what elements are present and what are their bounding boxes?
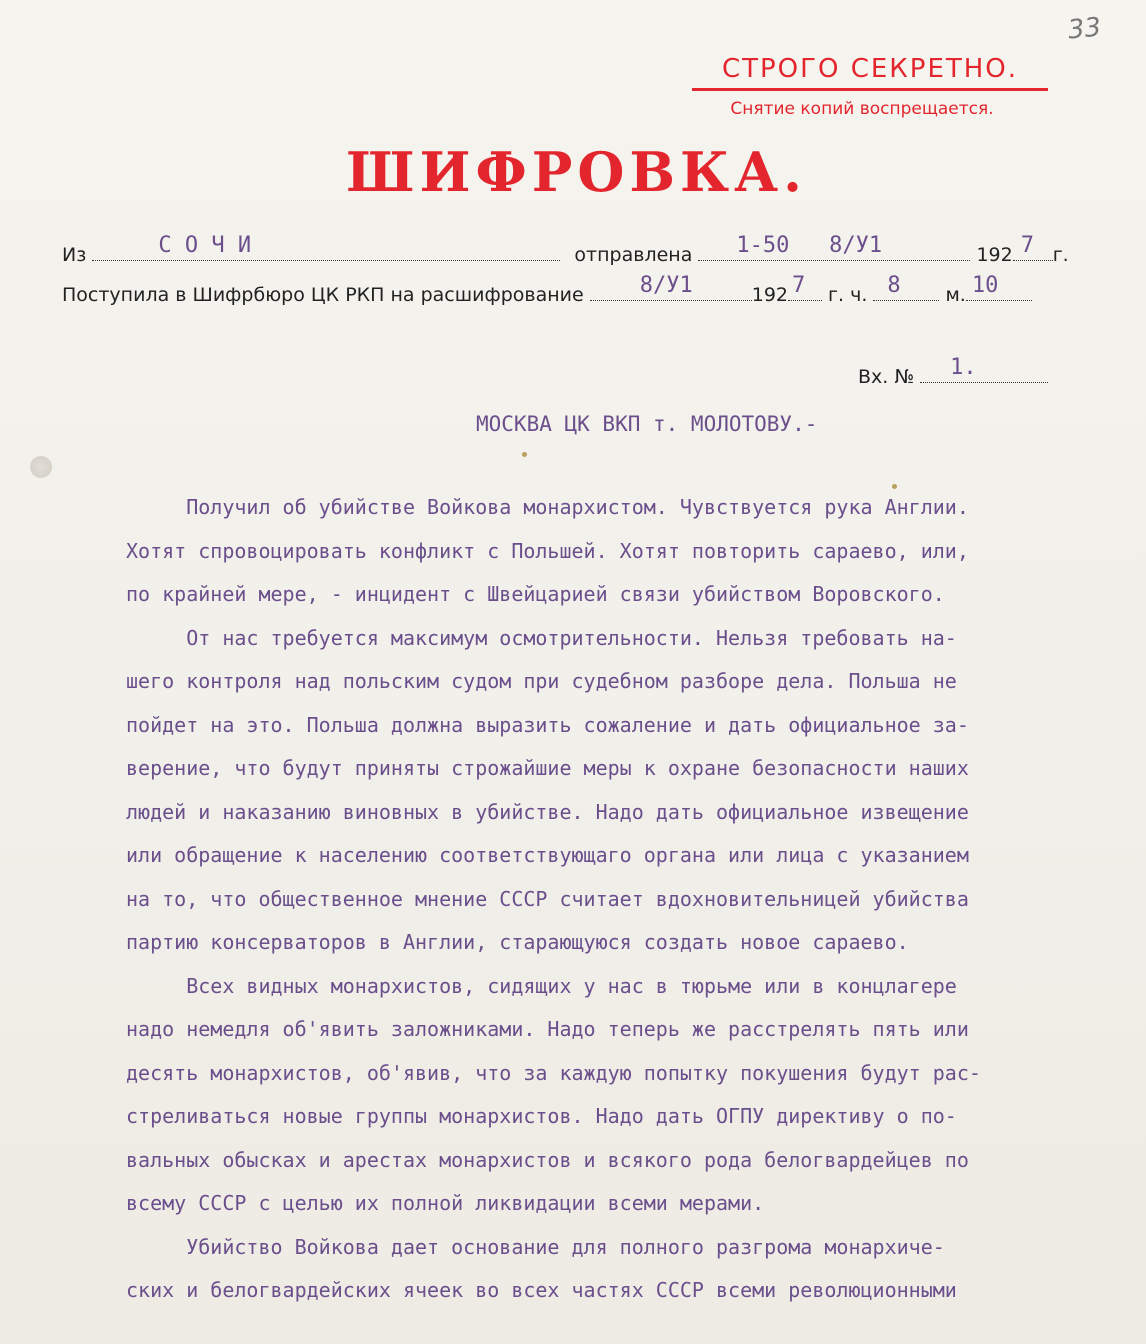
received-label: Поступила в Шифрбюро ЦК РКП на расшифрование (62, 284, 584, 306)
form-from-line (62, 233, 1069, 266)
body-line: ских и белогвардейских ячеек во всех частях СССР всеми революционными (126, 1278, 957, 1302)
from-value: С О Ч И (158, 233, 252, 258)
page-number: 33 (1066, 12, 1103, 46)
form-received-line (62, 273, 1032, 306)
body-line: всему СССР с целью их полной ликвидации всеми мерами. (126, 1191, 765, 1215)
sent-field (698, 233, 970, 261)
body-line: стреливаться новые группы монархистов. Надо дать ОГПУ директиву о по- (126, 1104, 957, 1128)
body-line: Хотят спровоцировать конфликт с Польшей. Хотят повторить сараево, или, (126, 538, 969, 563)
received-year-prefix: 192 (751, 284, 788, 306)
minute-field (966, 273, 1032, 301)
year-prefix: 192 (976, 244, 1013, 266)
hour-field (873, 273, 939, 301)
hour-value: 8 (887, 273, 901, 298)
copy-notice: Снятие копий воспрещается. (730, 99, 994, 119)
body-line: пойдет на это. Польша должна выразить сожаление и дать официальное за- (126, 712, 969, 737)
year-field (1013, 233, 1053, 261)
body-line: десять монархистов, об'явив, что за каждую попытку покушения будут рас- (126, 1060, 981, 1085)
received-date-field (590, 273, 752, 301)
minute-label: м. (945, 284, 966, 306)
body-line: партию консерваторов в Англии, старающуюся создать новое сараево. (126, 930, 909, 954)
received-year-suffix: г. ч. (828, 284, 868, 306)
body-line: Убийство Войкова дает основание для полного разгрома монархиче- (126, 1234, 945, 1259)
message-body (126, 486, 1122, 1313)
body-line: по крайней мере, - инцидент с Швейцарией связи убийством Воровского. (126, 582, 945, 606)
punch-hole (30, 456, 52, 478)
body-line: Получил об убийстве Войкова монархистом. Чувствуется рука Англии. (126, 495, 969, 519)
document-title: ШИФРОВКА. (346, 140, 807, 204)
addressee: МОСКВА ЦК ВКП т. МОЛОТОВУ.- (476, 412, 818, 436)
ink-speck (522, 452, 527, 457)
incoming-field (920, 355, 1048, 383)
body-line: Всех видных монархистов, сидящих у нас в тюрьме или в концлагере (126, 973, 957, 998)
incoming-number-line (858, 355, 1048, 388)
sent-value: 1-50 8/У1 (736, 233, 883, 258)
from-label: Из (62, 244, 87, 266)
body-line: или обращение к населению соответствующаго органа или лица с указанием (126, 843, 969, 867)
year-suffix: г. (1052, 244, 1069, 266)
received-year-field (788, 273, 822, 301)
secrecy-stamp (670, 54, 1070, 119)
body-line: надо немедля об'явить заложниками. Надо теперь же расстрелять пять или (126, 1017, 969, 1041)
received-year-value: 7 (792, 273, 806, 298)
body-line: От нас требуется максимум осмотрительности. Нельзя требовать на- (126, 625, 957, 650)
minute-value: 10 (971, 273, 999, 298)
body-line: шего контроля над польским судом при судебном разборе дела. Польша не (126, 669, 957, 693)
incoming-label: Вх. № (858, 366, 915, 388)
received-date: 8/У1 (639, 273, 693, 298)
year-value: 7 (1020, 233, 1034, 258)
secret-label: СТРОГО СЕКРЕТНО. (692, 54, 1048, 91)
body-line: вальных обысках и арестах монархистов и всякого рода белогвардейцев по (126, 1147, 969, 1172)
body-line: на то, что общественное мнение СССР считает вдохновительницей убийства (126, 886, 969, 911)
sent-label: отправлена (574, 244, 693, 266)
body-line: людей и наказанию виновных в убийстве. Надо дать официальное извещение (126, 799, 969, 824)
body-line: верение, что будут приняты строжайшие меры к охране безопасности наших (126, 756, 969, 780)
from-field (92, 233, 560, 261)
incoming-value: 1. (950, 355, 977, 380)
